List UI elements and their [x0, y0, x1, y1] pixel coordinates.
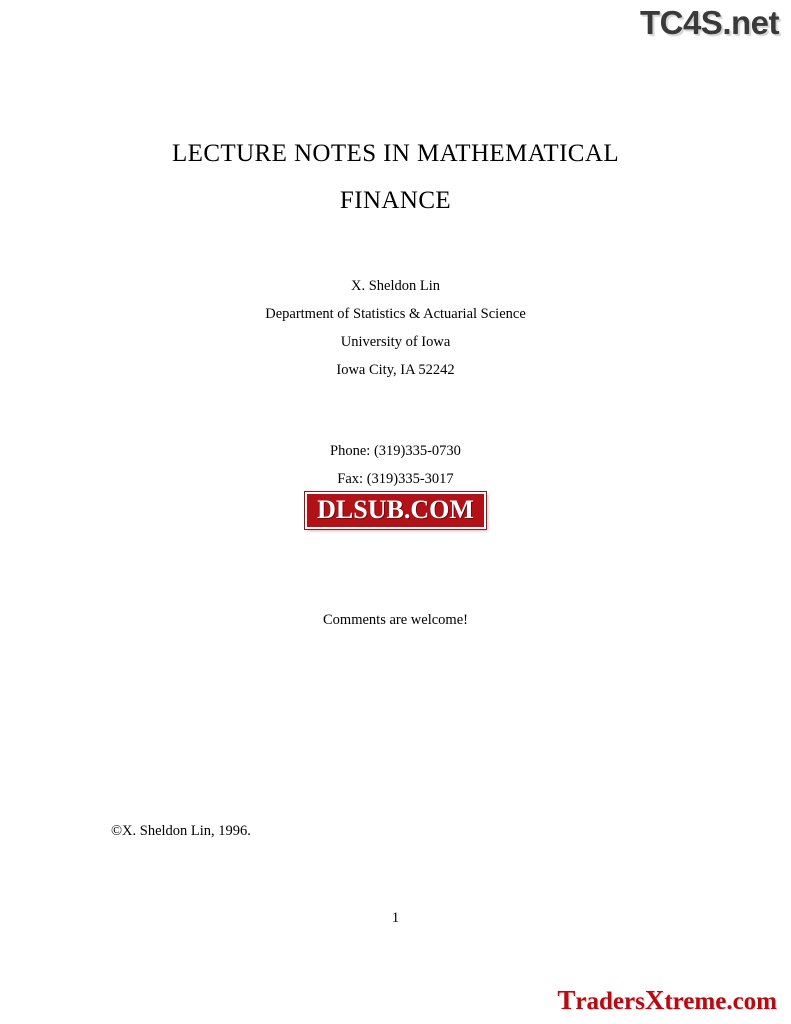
- watermark-bottom-part2: treme.com: [664, 988, 777, 1015]
- contact-fax: Fax: (319)335-3017: [337, 471, 454, 487]
- watermark-bottom-cap1: T: [557, 985, 576, 1015]
- author-university: University of Iowa: [340, 334, 451, 350]
- author-name: X. Sheldon Lin: [350, 278, 440, 294]
- page-title: [0, 130, 791, 224]
- copyright-line: [111, 823, 251, 840]
- author-city: Iowa City, IA 52242: [336, 362, 455, 378]
- watermark-center: [0, 492, 791, 529]
- author-department: Department of Statistics & Actuarial Science: [265, 306, 526, 322]
- contact-phone: Phone: (319)335-0730: [330, 443, 461, 459]
- watermark-bottom-cap2: X: [644, 985, 665, 1015]
- comments-note: Comments are welcome!: [323, 612, 468, 628]
- copyright-icon: ©: [111, 823, 123, 839]
- watermark-bottom-part1: raders: [575, 988, 645, 1015]
- contact-block: [0, 437, 791, 493]
- watermark-bottom-right: [557, 985, 777, 1016]
- watermark-stamp-label: DLSUB.COM: [305, 492, 486, 529]
- author-block: [0, 272, 791, 384]
- title-line-1: LECTURE NOTES IN MATHEMATICAL: [172, 140, 619, 167]
- watermark-top-right: TC4S.net: [639, 4, 779, 41]
- page-number: 1: [391, 910, 400, 926]
- copyright-text: X. Sheldon Lin, 1996.: [122, 823, 251, 839]
- title-line-2: FINANCE: [339, 187, 452, 214]
